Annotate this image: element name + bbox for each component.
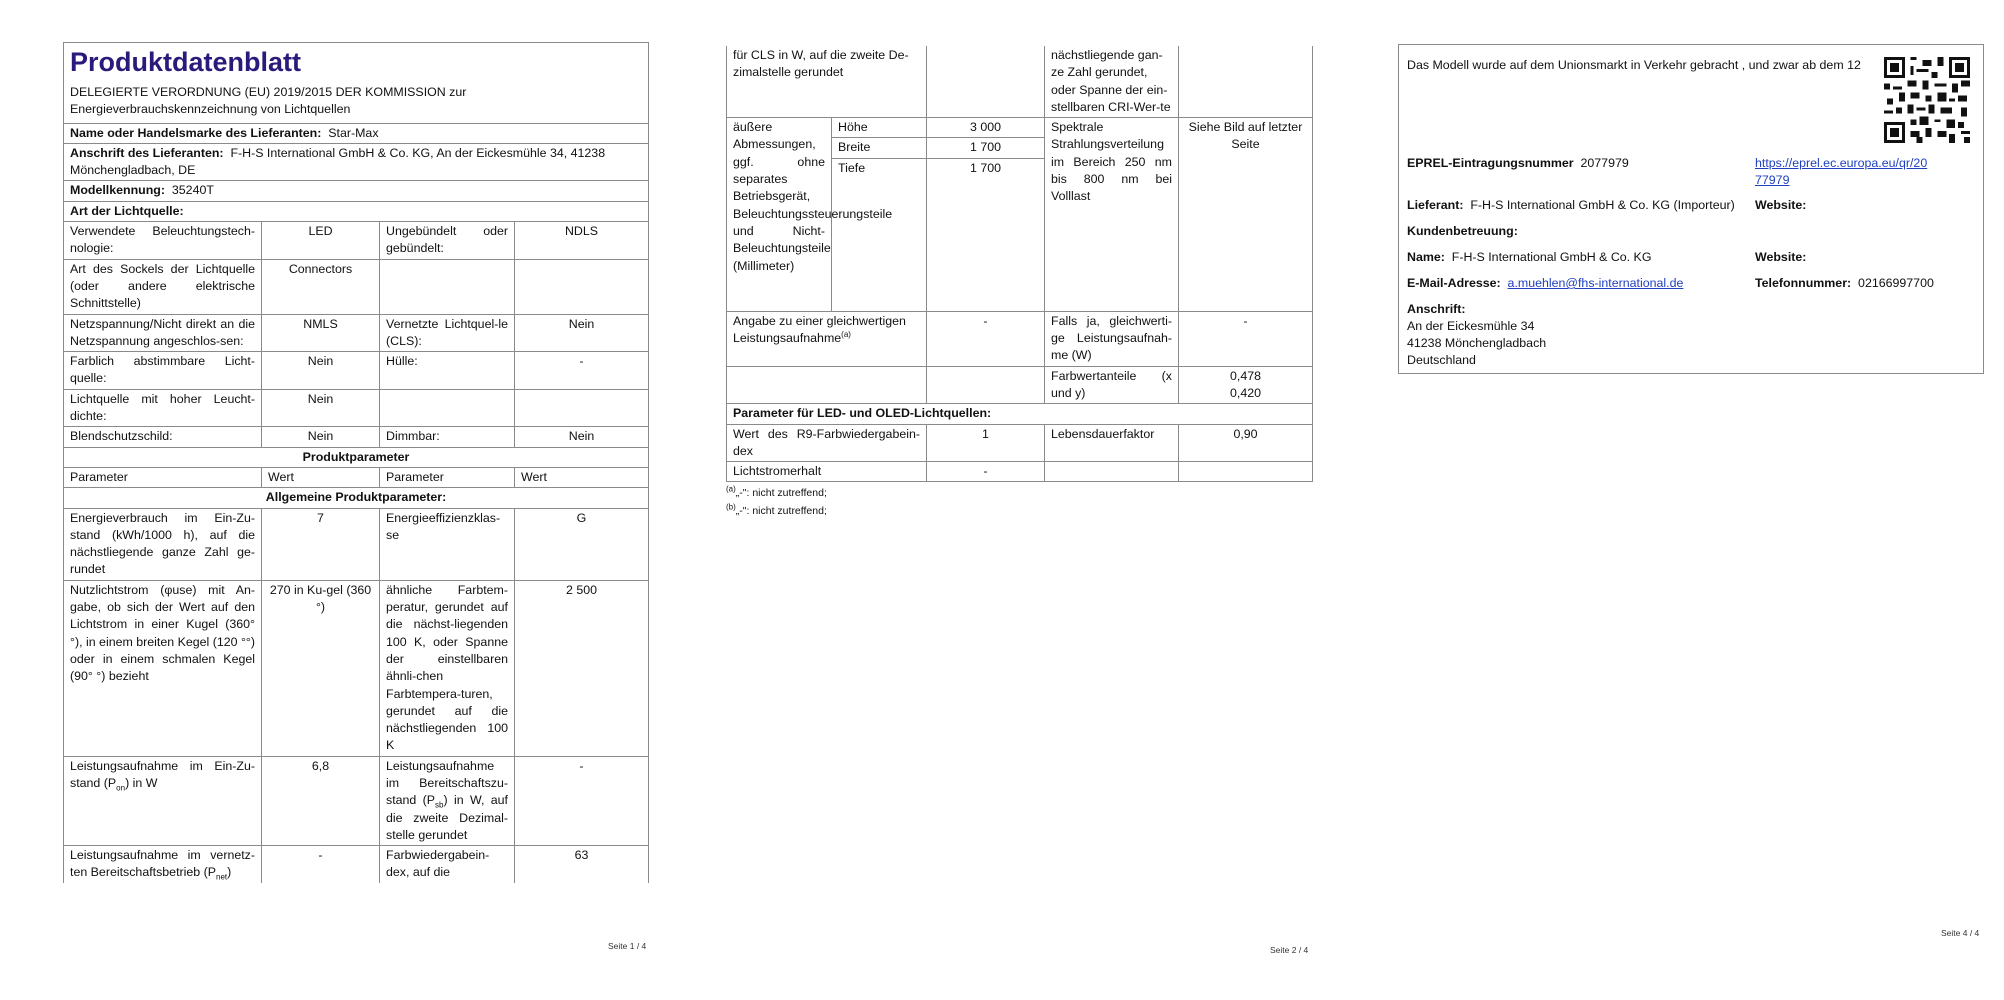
supplier-value: F-H-S International GmbH & Co. KG (Importeur) [1470, 198, 1735, 212]
page-number: Seite 4 / 4 [1941, 928, 1980, 938]
standby-value: - [515, 756, 649, 845]
label-subscript: on [116, 783, 126, 793]
chromaticity-label: Farbwertanteile (x und y) [1045, 366, 1179, 404]
footnotes [726, 484, 1312, 520]
row-label: Dimmbar: [380, 427, 515, 447]
datasheet-table-page-1 [63, 42, 649, 883]
param-label: ähnliche Farbtem-peratur, gerundet auf die nächst-liegenden 100 K, oder Spanne der einstellbaren ähnli-chen Farbtempera-turen, gerundet auf die nächstliegenden 100 K [380, 580, 515, 756]
footnote-a [726, 484, 1312, 502]
market-date-text: Das Modell wurde auf dem Unionsmarkt in Verkehr gebracht , und zwar ab dem 12 [1407, 58, 1861, 72]
eprel-row [1407, 155, 1629, 172]
supplier-address-label: Anschrift des Lieferanten: [70, 145, 224, 160]
table-row [727, 118, 1313, 138]
phone-row [1755, 275, 1934, 292]
label-text: Angabe zu einer gleichwertigen Leistungsaufnahme [733, 313, 906, 346]
label-text: ) in W, auf die zweite Dezimal-stelle gerundet [386, 793, 508, 842]
address-line: Deutschland [1407, 353, 1476, 367]
email-label: E-Mail-Adresse: [1407, 276, 1501, 290]
row-value: NMLS [262, 314, 380, 352]
row-label: Vernetzte Lichtquel-le (CLS): [380, 314, 515, 352]
row-label: Hülle: [380, 352, 515, 390]
table-row [64, 756, 649, 845]
label-text: Leistungsaufnahme im vernetz-ten Bereitschaftsbetrieb (P [70, 848, 255, 880]
website-label: Website: [1755, 198, 1807, 212]
table-row [64, 846, 649, 883]
row-label: Netzspannung/Nicht direkt an die Netzspannung angeschlos-sen: [64, 314, 262, 352]
spectral-value: Siehe Bild auf letzter Seite [1179, 118, 1313, 312]
row-label: Ungebündelt oder gebündelt: [380, 222, 515, 260]
light-source-type-label: Art der Lichtquelle: [64, 201, 649, 221]
param-label: Nutzlichtstrom (φuse) mit An-gabe, ob sich der Wert auf den Lichtstrom in einer Kugel (360° °), in einem breiten Kegel (120 °°) oder in einem schmalen Kegel (90° °) bezieht [64, 580, 262, 756]
dimension-name: Höhe [832, 118, 927, 138]
column-header-row [64, 467, 649, 487]
lifetime-factor-value: 0,90 [1179, 424, 1313, 462]
table-row [64, 427, 649, 447]
cri-label: Farbwiedergabein-dex, auf die [380, 846, 515, 883]
dimension-name: Tiefe [832, 158, 927, 311]
table-row [64, 352, 649, 390]
row-label [380, 259, 515, 314]
param-value: 2 500 [515, 580, 649, 756]
continued-label: nächstliegende gan-ze Zahl gerundet, oder Spanne der ein-stellbaren CRI-Wer-te [1045, 46, 1179, 118]
equivalent-power-watt-label: Falls ja, gleichwerti-ge Leistungsaufnah-me (W) [1045, 311, 1179, 366]
column-header: Wert [262, 467, 380, 487]
r9-value: 1 [927, 424, 1045, 462]
column-header: Parameter [380, 467, 515, 487]
continued-label: für CLS in W, auf die zweite De-zimalstelle gerundet [727, 46, 927, 118]
eprel-link[interactable] [1755, 155, 1927, 189]
dimension-value: 1 700 [927, 138, 1045, 158]
row-value: Nein [515, 427, 649, 447]
param-value: G [515, 508, 649, 580]
model-label: Modellkennung: [70, 183, 165, 198]
label-text: ) in W [125, 775, 158, 790]
page-number: Seite 2 / 4 [1270, 945, 1309, 955]
param-value: 270 in Ku-gel (360 °) [262, 580, 380, 756]
cri-value: 63 [515, 846, 649, 883]
regulation-text: DELEGIERTE VERORDNUNG (EU) 2019/2015 DER KOMMISSION zur Energieverbrauchskennzeichnung von Lichtquellen [70, 85, 467, 117]
label-text: Leistungsaufnahme im Ein-Zu-stand (P [70, 758, 255, 790]
row-label [380, 389, 515, 427]
param-label: Energieeffizienzklas-se [380, 508, 515, 580]
supplier-address-value: F-H-S International GmbH & Co. KG, An der Eickesmühle 34, 41238 Mönchengladbach, DE [70, 145, 606, 178]
email-link[interactable]: a.muehlen@fhs-international.de [1507, 276, 1684, 290]
general-params-heading: Allgemeine Produktparameter: [64, 488, 649, 508]
name-label: Name: [1407, 250, 1445, 264]
param-label: Energieverbrauch im Ein-Zu-stand (kWh/1000 h), auf die nächstliegende ganze Zahl ge-rundet [64, 508, 262, 580]
row-label: Verwendete Beleuchtungstech-nologie: [64, 222, 262, 260]
net-standby-label [64, 846, 262, 883]
website-label: Website: [1755, 250, 1807, 264]
net-standby-value: - [262, 846, 380, 883]
label-text: ) [227, 865, 232, 880]
datasheet-page-4 [1398, 44, 1984, 374]
phone-value: 02166997700 [1858, 276, 1934, 290]
row-value: Nein [515, 314, 649, 352]
row-label: Lichtquelle mit hoher Leucht-dichte: [64, 389, 262, 427]
table-row [64, 259, 649, 314]
flux-maintenance-value: - [927, 462, 1045, 482]
row-value: - [515, 352, 649, 390]
footnote-text: „-": nicht zutreffend; [735, 505, 827, 518]
datasheet-page-2 [726, 46, 1312, 520]
column-header: Parameter [64, 467, 262, 487]
dimensions-label: äußere Abmessungen, ggf. ohne separates Betriebsgerät, Beleuchtungssteuerungsteile und Nicht-Beleuchtungsteile (Millimeter) [727, 118, 832, 312]
eprel-link-line[interactable]: https://eprel.ec.europa.eu/qr/20 [1755, 156, 1928, 170]
table-row [64, 508, 649, 580]
table-row [64, 580, 649, 756]
table-row [727, 424, 1313, 462]
document-title: Produktdatenblatt [70, 47, 302, 77]
chromaticity-values [1179, 366, 1313, 404]
param-value: 7 [262, 508, 380, 580]
row-value: Nein [262, 389, 380, 427]
customer-service-label: Kundenbetreuung: [1407, 224, 1518, 238]
column-header: Wert [515, 467, 649, 487]
address-label: Anschrift: [1407, 302, 1466, 316]
eprel-label: EPREL-Eintragungsnummer [1407, 156, 1574, 170]
dimension-value: 3 000 [927, 118, 1045, 138]
equivalent-power-value: - [927, 311, 1045, 366]
eprel-link-line[interactable]: 77979 [1755, 173, 1790, 187]
spectral-label: Spektrale Strahlungsverteilung im Bereich 250 nm bis 800 nm bei Volllast [1045, 118, 1179, 312]
supplier-name-value: Star-Max [328, 125, 379, 140]
equivalent-power-label [727, 311, 927, 366]
table-row [64, 314, 649, 352]
table-row [727, 366, 1313, 404]
row-label: Art des Sockels der Lichtquelle (oder andere elektrische Schnittstelle) [64, 259, 262, 314]
product-params-heading: Produktparameter [64, 447, 649, 467]
led-params-heading: Parameter für LED- und OLED-Lichtquellen: [727, 404, 1313, 424]
chromaticity-y: 0,420 [1229, 385, 1261, 400]
row-value: Nein [262, 427, 380, 447]
datasheet-table-page-2 [726, 46, 1313, 482]
power-on-value: 6,8 [262, 756, 380, 845]
label-text: Leistungsaufnahme im Bereitschaftszu-stand (P [386, 758, 508, 808]
row-value [515, 259, 649, 314]
row-label: Blendschutzschild: [64, 427, 262, 447]
lifetime-factor-label: Lebensdauerfaktor [1045, 424, 1179, 462]
label-subscript: net [216, 872, 228, 882]
footnote-marker: (a) [726, 484, 736, 494]
page-number: Seite 1 / 4 [608, 941, 647, 951]
phone-label: Telefonnummer: [1755, 276, 1852, 290]
row-value: Nein [262, 352, 380, 390]
footnote-b [726, 502, 1312, 520]
row-value: NDLS [515, 222, 649, 260]
supplier-row [1407, 197, 1735, 214]
table-row [727, 46, 1313, 118]
row-value: Connectors [262, 259, 380, 314]
email-row [1407, 275, 1683, 292]
row-label: Farblich abstimmbare Licht-quelle: [64, 352, 262, 390]
model-value: 35240T [171, 183, 214, 198]
standby-label [380, 756, 515, 845]
dimension-name: Breite [832, 138, 927, 158]
dimension-value: 1 700 [927, 158, 1045, 311]
eprel-value: 2077979 [1580, 156, 1629, 170]
row-value: LED [262, 222, 380, 260]
table-row [64, 222, 649, 260]
footnote-text: „-": nicht zutreffend; [735, 487, 827, 500]
name-value: F-H-S International GmbH & Co. KG [1451, 250, 1652, 264]
chromaticity-x: 0,478 [1229, 368, 1261, 383]
power-on-label [64, 756, 262, 845]
name-row [1407, 249, 1651, 266]
label-subscript: sb [435, 800, 444, 810]
row-value [515, 389, 649, 427]
equivalent-power-watt-value: - [1179, 311, 1313, 366]
table-row [727, 462, 1313, 482]
address-line: An der Eickesmühle 34 [1407, 319, 1535, 333]
supplier-label: Lieferant: [1407, 198, 1464, 212]
qr-code-icon [1884, 57, 1970, 143]
r9-label: Wert des R9-Farbwiedergabein-dex [727, 424, 927, 462]
supplier-name-label: Name oder Handelsmarke des Lieferanten: [70, 125, 322, 140]
footnote-marker: (b) [726, 502, 736, 512]
table-row [727, 311, 1313, 366]
flux-maintenance-label: Lichtstromerhalt [727, 462, 927, 482]
footnote-marker: (a) [841, 329, 851, 339]
table-row [64, 389, 649, 427]
datasheet-page-1 [63, 42, 648, 883]
address-line: 41238 Mönchengladbach [1407, 336, 1547, 350]
